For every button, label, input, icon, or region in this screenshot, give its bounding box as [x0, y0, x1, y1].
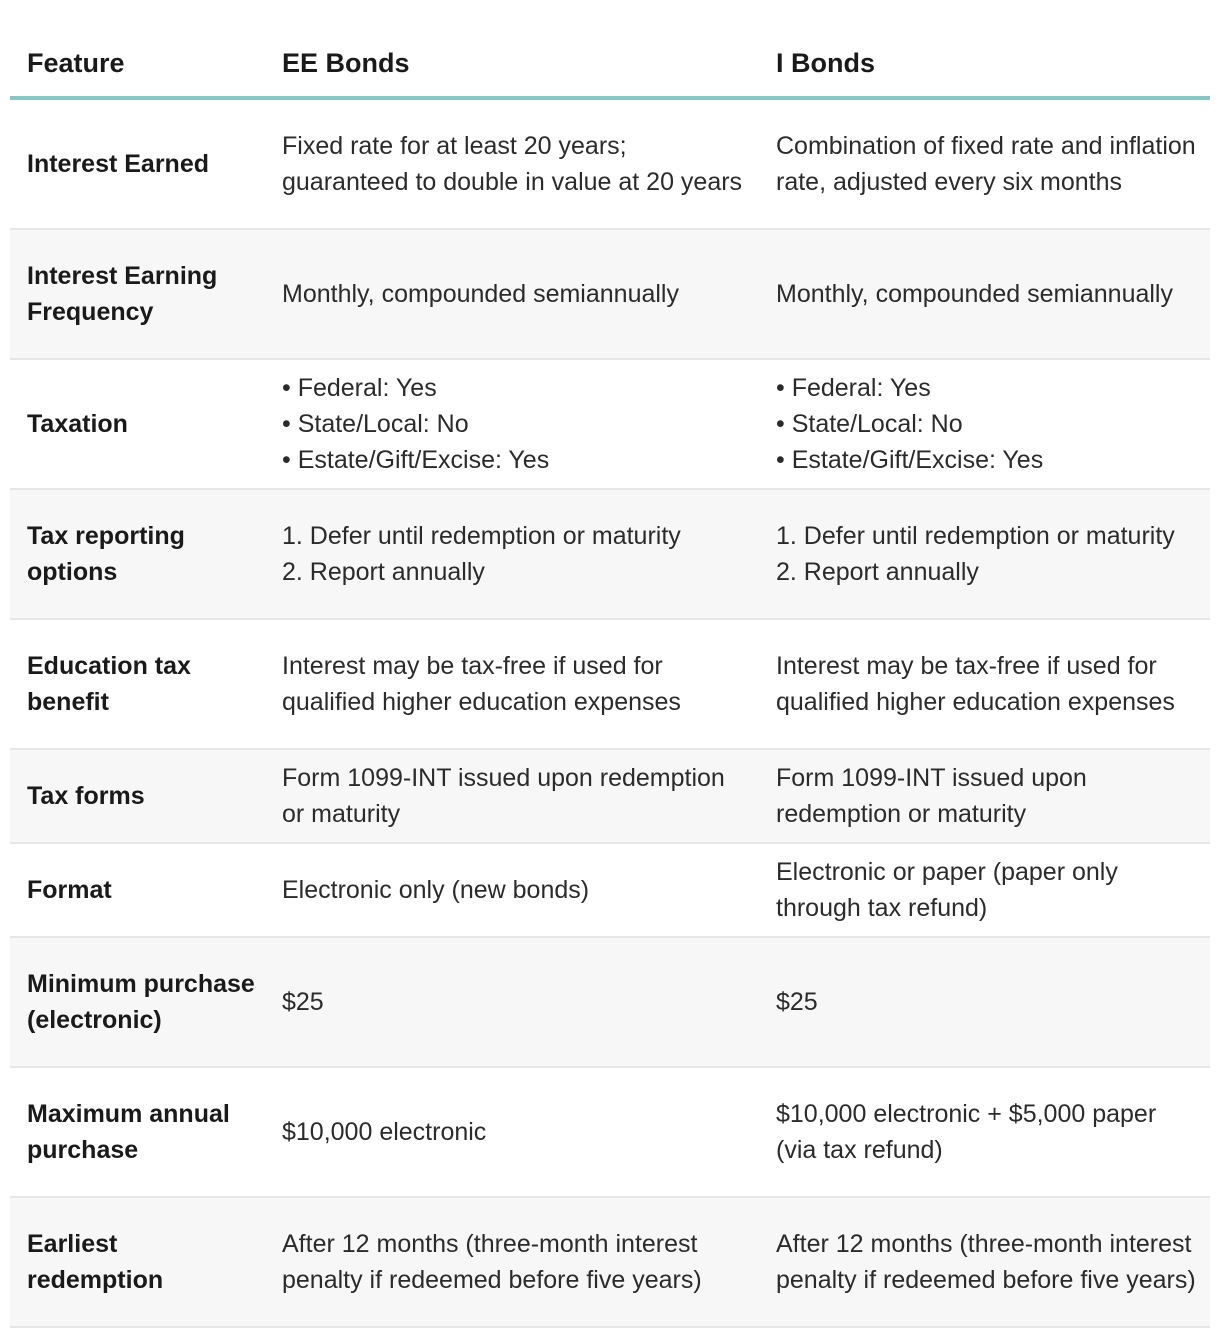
cell-line: Form 1099-INT issued upon redemption or maturity	[776, 764, 1087, 828]
cell-line: 2. Report annually	[282, 558, 485, 586]
i-bonds-cell	[760, 518, 1210, 590]
ee-bonds-cell	[266, 1114, 760, 1150]
table-row	[10, 100, 1210, 230]
table-row	[10, 750, 1210, 844]
ee-bonds-cell	[266, 1226, 760, 1298]
feature-cell: Minimum purchase (electronic)	[27, 970, 255, 1034]
feature-cell: Education tax benefit	[27, 652, 191, 716]
cell-line: Form 1099-INT issued upon redemption or maturity	[282, 764, 725, 828]
cell-line: • Estate/Gift/Excise: Yes	[282, 446, 550, 474]
cell-line: $25	[776, 988, 818, 1016]
table-row	[10, 490, 1210, 620]
table-header	[10, 30, 1210, 100]
table-body	[10, 100, 1210, 1328]
ee-bonds-cell	[266, 370, 760, 478]
cell-line: Electronic only (new bonds)	[282, 876, 590, 904]
ee-bonds-cell	[266, 648, 760, 720]
i-bonds-cell	[760, 370, 1210, 478]
header-ee-bonds: EE Bonds	[282, 48, 410, 78]
i-bonds-cell	[760, 648, 1210, 720]
cell-line: • Federal: Yes	[282, 374, 437, 402]
cell-line: $10,000 electronic + $5,000 paper (via tax refund)	[776, 1100, 1157, 1164]
cell-line: $25	[282, 988, 324, 1016]
cell-line: • Federal: Yes	[776, 374, 931, 402]
feature-cell: Taxation	[27, 410, 128, 438]
cell-line: Interest may be tax-free if used for qualified higher education expenses	[282, 652, 681, 716]
ee-bonds-cell	[266, 984, 760, 1020]
cell-line: Monthly, compounded semiannually	[282, 280, 679, 308]
cell-line: Combination of fixed rate and inflation rate, adjusted every six months	[776, 132, 1196, 196]
i-bonds-cell	[760, 760, 1210, 832]
header-feature: Feature	[27, 48, 125, 78]
feature-cell: Interest Earned	[27, 150, 210, 178]
i-bonds-cell	[760, 1096, 1210, 1168]
i-bonds-cell	[760, 1226, 1210, 1298]
cell-line: • State/Local: No	[776, 410, 963, 438]
cell-line: 1. Defer until redemption or maturity	[776, 522, 1175, 550]
feature-cell: Earliest redemption	[27, 1230, 164, 1294]
feature-cell: Tax forms	[27, 782, 145, 810]
ee-bonds-cell	[266, 872, 760, 908]
cell-line: • Estate/Gift/Excise: Yes	[776, 446, 1044, 474]
bond-comparison-table	[10, 30, 1210, 1328]
ee-bonds-cell	[266, 760, 760, 832]
table-row	[10, 230, 1210, 360]
ee-bonds-cell	[266, 128, 760, 200]
ee-bonds-cell	[266, 518, 760, 590]
feature-cell: Maximum annual purchase	[27, 1100, 230, 1164]
table-row	[10, 1068, 1210, 1198]
i-bonds-cell	[760, 984, 1210, 1020]
i-bonds-cell	[760, 276, 1210, 312]
table-row	[10, 1198, 1210, 1328]
cell-line: • State/Local: No	[282, 410, 469, 438]
i-bonds-cell	[760, 854, 1210, 926]
feature-cell: Interest Earning Frequency	[27, 262, 218, 326]
table-row	[10, 360, 1210, 490]
feature-cell: Tax reporting options	[27, 522, 185, 586]
cell-line: Electronic or paper (paper only through tax refund)	[776, 858, 1118, 922]
cell-line: $10,000 electronic	[282, 1118, 487, 1146]
cell-line: Monthly, compounded semiannually	[776, 280, 1173, 308]
cell-line: 2. Report annually	[776, 558, 979, 586]
table-row	[10, 620, 1210, 750]
cell-line: After 12 months (three-month interest penalty if redeemed before five years)	[776, 1230, 1196, 1294]
cell-line: Fixed rate for at least 20 years; guaranteed to double in value at 20 years	[282, 132, 743, 196]
header-i-bonds: I Bonds	[776, 48, 875, 78]
cell-line: After 12 months (three-month interest penalty if redeemed before five years)	[282, 1230, 702, 1294]
feature-cell: Format	[27, 876, 112, 904]
table-row	[10, 844, 1210, 938]
table-row	[10, 938, 1210, 1068]
cell-line: Interest may be tax-free if used for qualified higher education expenses	[776, 652, 1175, 716]
i-bonds-cell	[760, 128, 1210, 200]
cell-line: 1. Defer until redemption or maturity	[282, 522, 681, 550]
ee-bonds-cell	[266, 276, 760, 312]
